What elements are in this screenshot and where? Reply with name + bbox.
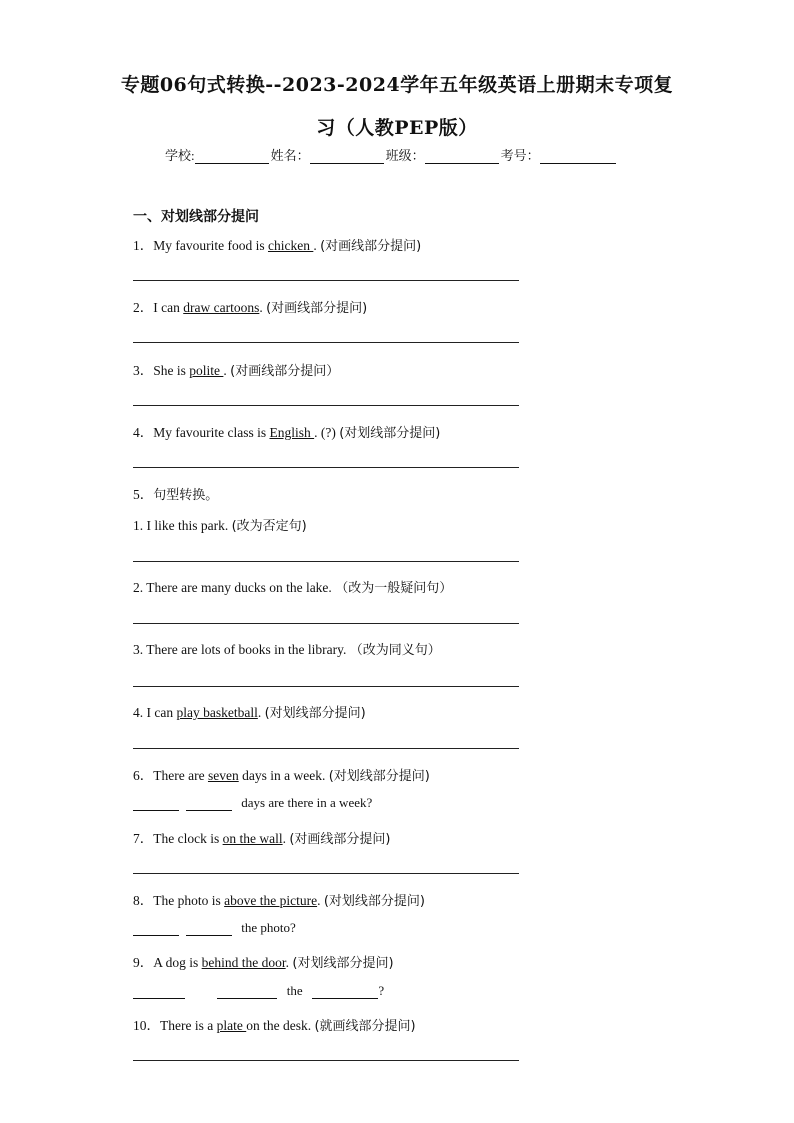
question-8: 8．The photo is above the picture. (对划线部分提问): [133, 893, 425, 909]
question-6: 6．There are seven days in a week. (对划线部分提问): [133, 768, 430, 784]
fill-blank[interactable]: [133, 922, 179, 936]
class-blank[interactable]: [425, 149, 499, 164]
answer-line-7[interactable]: [133, 873, 519, 874]
fill-row-9: the ?: [133, 983, 384, 999]
answer-line-4[interactable]: [133, 467, 519, 468]
question-3: 3．She is polite . (对画线部分提问）: [133, 363, 340, 379]
number-label: 考号：: [500, 148, 540, 163]
question-5-3: 3. There are lots of books in the library. （改为同义句）: [133, 642, 441, 658]
fill-blank[interactable]: [133, 797, 179, 811]
student-info-row: [165, 145, 618, 164]
answer-line-5-3[interactable]: [133, 686, 519, 687]
answer-line-2[interactable]: [133, 342, 519, 343]
school-blank[interactable]: [195, 149, 269, 164]
school-label: 学校:: [165, 148, 195, 163]
question-5-1: 1. I like this park. (改为否定句): [133, 518, 307, 534]
question-5-heading: 5．句型转换。: [133, 487, 219, 503]
class-label: 班级：: [385, 148, 425, 163]
answer-line-10[interactable]: [133, 1060, 519, 1061]
fill-blank[interactable]: [133, 985, 185, 999]
question-9: 9．A dog is behind the door. (对划线部分提问): [133, 955, 394, 971]
question-5-4: 4. I can play basketball. (对划线部分提问): [133, 705, 366, 721]
question-1: 1．My favourite food is chicken . (对画线部分提问): [133, 238, 422, 254]
fill-row-6: days are there in a week?: [133, 795, 372, 811]
worksheet-title-line2: 习（人教PEP版）: [316, 117, 478, 139]
worksheet-title-line1: 专题06句式转换--2023-2024学年五年级英语上册期末专项复: [120, 74, 674, 96]
answer-line-5-4[interactable]: [133, 748, 519, 749]
section-title: 一、对划线部分提问: [133, 209, 259, 225]
question-7: 7．The clock is on the wall. (对画线部分提问): [133, 831, 391, 847]
fill-blank[interactable]: [186, 922, 232, 936]
name-blank[interactable]: [310, 149, 384, 164]
question-5-2: 2. There are many ducks on the lake. （改为一般疑问句）: [133, 580, 453, 596]
answer-line-1[interactable]: [133, 280, 519, 281]
answer-line-5-1[interactable]: [133, 561, 519, 562]
question-4: 4．My favourite class is English . (?) (对划线部分提问): [133, 425, 441, 441]
fill-blank[interactable]: [312, 985, 378, 999]
number-blank[interactable]: [540, 149, 616, 164]
question-10: 10．There is a plate on the desk. (就画线部分提问): [133, 1018, 416, 1034]
name-label: 姓名：: [270, 148, 310, 163]
answer-line-5-2[interactable]: [133, 623, 519, 624]
fill-row-8: the photo?: [133, 920, 296, 936]
answer-line-3[interactable]: [133, 405, 519, 406]
question-2: 2．I can draw cartoons. (对画线部分提问): [133, 300, 368, 316]
fill-blank[interactable]: [217, 985, 277, 999]
fill-blank[interactable]: [186, 797, 232, 811]
